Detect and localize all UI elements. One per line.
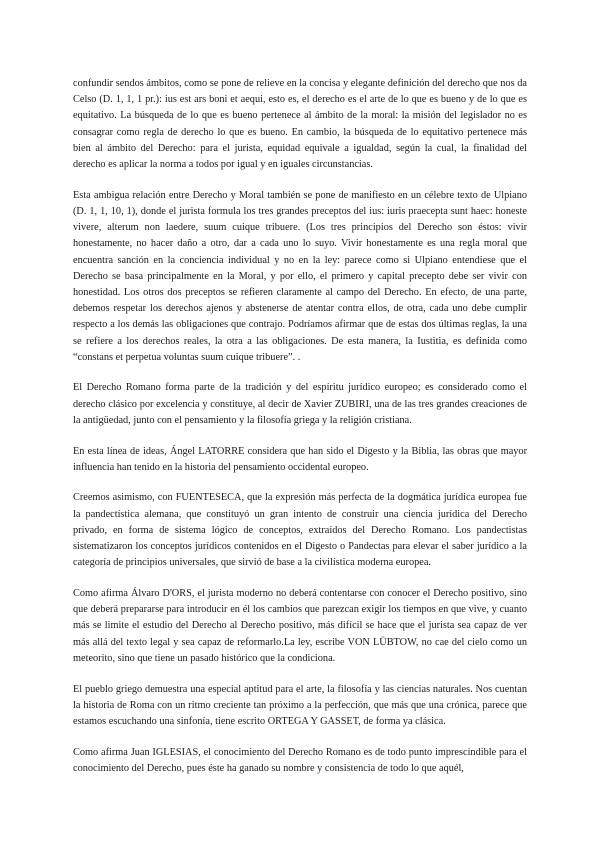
paragraph-5: Creemos asimismo, con FUENTESECA, que la expresión más perfecta de la dogmática jurídica europea fue la pandectística alemana, que constituyó un gran intento de construir una ciencia jurídica del Derecho privado, en forma de sistema lógico de conceptos, extraídos del Derecho Romano. Los pandectistas sistematizaron los conceptos jurídicos contenidos en el Digesto o Pandectas para elevar el saber jurídico a la categoría de principios universales, que sirvió de base a la civilística moderna europea. — [73, 492, 527, 569]
paragraph-8: Como afirma Juan IGLESIAS, el conocimiento del Derecho Romano es de todo punto imprescindible para el conocimiento del Derecho, pues éste ha ganado su nombre y consistencia de todo lo que aquél, — [73, 746, 527, 774]
document-body — [73, 76, 527, 792]
paragraph-3: El Derecho Romano forma parte de la tradición y del espíritu jurídico europeo; es considerado como el derecho clásico por excelencia y constituye, al decir de Xavier ZUBIRI, una de las tres grandes creaciones de la antigüedad, junto con el pensamiento y la filosofía griega y la religión cristiana. — [73, 382, 527, 426]
paragraph-2: Esta ambigua relación entre Derecho y Moral también se pone de manifiesto en un célebre texto de Ulpiano (D. 1, 1, 10, 1), donde el jurista formula los tres grandes preceptos del ius: iuris praecepta sunt haec: honeste vivere, alterum non laedere, suum cuique tribuere. (Los tres principios del Derecho son éstos: vivir honestamente, no hacer daño a otro, dar a cada uno lo suyo. Vivir honestamente es una regla moral que encuentra sanción en la conciencia individual y no en la ley: parece como si Ulpiano entendiese que el Derecho se basa principalmente en la Moral, y por ello, el primero y capital precepto debe ser vivir con honestidad. Los otros dos preceptos se refieren claramente al campo del Derecho. En efecto, de una parte, debemos respetar los derechos ajenos y abstenerse de atentar contra ellos, de otra, cada uno debe cumplir respecto a los demás las obligaciones que contrajo. Podríamos afirmar que de estas dos últimas reglas, la una se refiere a los derechos reales, la otra a las obligaciones. De esta manera, la Iustitia, es definida como “constans et perpetua voluntas suum cuique tribuere”. . — [73, 189, 527, 363]
paragraph-1: confundir sendos ámbitos, como se pone de relieve en la concisa y elegante definición del derecho que nos da Celso (D. 1, 1, 1 pr.): ius est ars boni et aequi, esto es, el derecho es el arte de lo que es bueno y de lo que es equitativo. La búsqueda de lo que es bueno pertenece al ámbito de la moral: la misión del legislador no es consagrar como regla de derecho lo que es bueno. En cambio, la búsqueda de lo equitativo pertenece más bien al ámbito del Derecho: para el jurista, equidad equivale a igualdad, según la cual, la finalidad del derecho es aplicar la norma a todos por igual y en iguales circunstancias. — [73, 78, 527, 171]
paragraph-7: El pueblo griego demuestra una especial aptitud para el arte, la filosofía y las ciencias naturales. Nos cuentan la historia de Roma con un ritmo creciente tan próximo a la perfección, que más que una crónica, parece que estamos escuchando una sinfonía, tiene escrito ORTEGA Y GASSET, de forma ya clásica. — [73, 683, 527, 727]
paragraph-6: Como afirma Álvaro D'ORS, el jurista moderno no deberá contentarse con conocer el Derecho positivo, sino que deberá prepararse para introducir en él los cambios que parezcan exigir los tiempos en que vive, y cuanto más se limite el estudio del Derecho al Derecho positivo, más difícil se hace que el jurista sea capaz de ver más allá del texto legal y sea capaz de reformarlo.La ley, escribe VON LÜBTOW, no cae del cielo como un meteorito, sino que tiene un pasado histórico que la condiciona. — [73, 587, 527, 664]
paragraph-4: En esta línea de ideas, Ángel LATORRE considera que han sido el Digesto y la Biblia, las obras que mayor influencia han tenido en la historia del pensamiento occidental europeo. — [73, 445, 527, 473]
